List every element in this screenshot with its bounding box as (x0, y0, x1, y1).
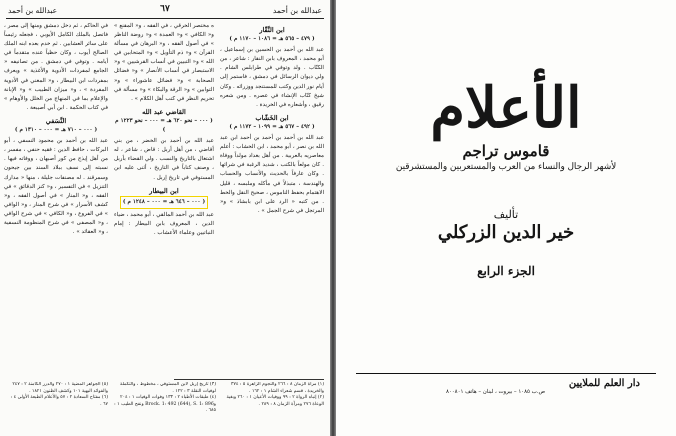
footnote: (١) مرآة الزمان ٨ : ٢٦٦ والنجوم الزاهرة ٥ : ٣٧٤ والخريدة ، قسم شعراء الشام ١ : ١٦٢ . (231, 382, 324, 394)
entry-heading: النَّسَفي (45, 116, 67, 125)
header-title-left: عبدالله بن أحمد (8, 6, 58, 15)
highlighted-dates: ( ٠٠٠ – ٦٤٦ هـ = ٠٠٠ – ١٢٤٨ م ) (120, 196, 208, 209)
entry-paragraph: ه مختصر الخرقي ، في الفقه ، و« المقنع » و« الكافي » و« العمدة » و« روضة الناظر » في أصول الفقه ، و« البرهان في مسألة القرآن » و« ذم التأويل » و« المتحابين في الله » و« التبيين في أنساب القرشيين » و« الاستبصار في أنساب الأنصار » و« فضائل الصحابة » و« فضائل عاشوراء » و« التوابين » و« الرقة والبكاء » و« مسألة في تحريم النظر في كتب أهل الكلام » . (114, 23, 214, 102)
publisher-name: دار العلم للملايين (568, 378, 640, 389)
book-subtitle: قاموس تراجم (462, 142, 550, 160)
footnote: (٤) طبقات الأطباء ٢ : ١٣٣ وفوات الوفيات ١ : ٢٠٤ وBrock. 1: 492 (644), S. 1: 896 ونفح الطيب ١ : ٦٨٥ . (114, 395, 216, 414)
entry-paragraph: عبد الله بن أحمد بن أحمد بن أحمد ابن عبد الله بن نصر ، أبو محمد ، ابن الخشاب : أعلم معاصريه بالعربية . من أهل بغداد مولداً ووفاة . كان مولعاً بالكتب ، شديد الرغبة في شرائها . وكان عارفاً بالحديث والأنساب والحساب والهندسة ، متبذلاً في مأكله وملبسه ، قليل الاهتمام بحفظ الناموس ، صحيح النقل والخط . من كتبه « الرد على ابن بابشاذ » و« المرتجل في شرح الجمل » . (220, 135, 324, 214)
footnote: (٢) إنباه الرواة ٢ : ٩٩ ووفيات الأعيان ١ : ٢٦٠ وبغية الوعاة ٢٧٦ ومرآة الزمان ٨ : ٢٨٩ . (226, 395, 324, 407)
book-description: لأشهر الرجال والنساء من العرب والمستعربين والمستشرقين (395, 162, 617, 172)
footnote: (٦) مفتاح السعادة ٢ : ٥٧ والأعلام الطبعة الأولى ٤ : ٦٧ . (10, 395, 108, 407)
publisher-address: ص.ب ١٠٨٥ – بيروت ، لبنان – هاتف ٨٠٠٨٠١ (446, 389, 545, 395)
entry-dates: ( ٠٠٠ – ٧١٠ هـ = ٠٠٠ – ١٣١٠ م ) (14, 127, 98, 134)
author-label: تأليف (493, 208, 519, 221)
footnote-rule (174, 379, 324, 380)
footnote: (٣) تاريخ إربل لابن المستوفي ، مخطوط ، والتكملة لوفيات النقلة ٣ : ١٢٢ . (120, 382, 216, 394)
entry-dates: ( ٠٠٠ – نحو ٦٢٠ هـ = ٠٠٠ – نحو ١٢٢٣ م ) (115, 117, 213, 134)
entry-paragraph: عبد الله بن أحمد بن محمود النسفي ، أبو البركات ، حافظ الدين : فقيه حنفي ، مفسر ، من أهل إيذج من كور أصبهان ، ووفاته فيها . نسبته إلى نسف ببلاد السند بين جيحون وسمرقند . له مصنفات جليلة ، منها « مدارك التنزيل » في التفسير ، و« كنز الدقائق » في الفقه ، و« المنار » في أصول الفقه ، و« كشف الأسرار » في شرح المنار ، و« الوافي » في الفروع ، و« الكافي » في شرح الوافي ، و« المصفى » في شرح المنظومة النسفية ، و« العقائد » . (4, 138, 108, 236)
page-number: ٦٧ (160, 4, 170, 14)
volume-label: الجزء الرابع (477, 264, 535, 278)
entry-heading: ابن النَّقّار (259, 26, 285, 34)
text-column-1 (220, 22, 324, 374)
header-rule (6, 18, 324, 19)
entry-heading: القاضي عبد الله (142, 107, 186, 116)
author-name: خير الدين الزركلي (437, 222, 575, 243)
text-column-2 (114, 22, 214, 374)
entry-paragraph: عبد الله بن أحمد بن الحسين بن إسماعيل ، أبو محمد ، المعروف بابن النقار : شاعر ، من الكتّاب . ولد وتوفي في طرابلس الشام . ولي ديوان الرسائل في دمشق ، فاستمر إلى أيام نور الدين وكتب للمستنجد ووزرائه . وكان شيخ كتّاب الإنشاء في عصره . ومن شعره رقيق ، وأشعاره في الخريدة . (220, 47, 324, 108)
entry-paragraph: عبد الله بن أحمد بن الخضر ، من بني أقاضي ، من أهل أربل : قاض ، شاعر ، له اشتغال بالتاريخ والنسب . ولي القضاء بأربل ، وصنف كتاباً في التاريخ ، أثنى عليه ابن المستوفي في تاريخ إربل . (114, 138, 214, 181)
entry-dates: ( ٤٩٢ – ٥٦٧ هـ = ١٠٩٩ – ١١٧٢ م ) (229, 123, 315, 130)
title-page (336, 0, 676, 436)
header-title-right: عبدالله بن أحمد (272, 6, 322, 15)
entry-paragraph: في الحاكم ، ثم دخل دمشق ومنها إلى مصر ، فاتصل بالملك الكامل الأيوبي ، فجعله رئيساً على سائر العشابين . ثم خدم بعده ابنه الملك الصالح أيوب ، وكان حظياً عنده متقدماً في أيامه . وتوفي في دمشق . من تصانيفه « الجامع لمفردات الأدوية والأغذية » ويعرف بمفردات ابن البيطار ، و« المغني في الأدوية المفردة » ، و« ميزان الطبيب » و« الإبانة والإعلام بما في المنهاج من الخلل والأوهام » في كتاب الحكمة . ابن أبي أصيبعة . (4, 23, 108, 111)
footnote: (٥) الجواهر المضية ١ : ٢٧٠ والدرر الكامنة ٢ : ٢٤٧ والفوائد البهية ١٠١ وكشف الظنون ١٨٢١ . (12, 382, 108, 394)
left-page (0, 0, 330, 436)
entry-heading: ابن الخَشّاب (255, 113, 289, 122)
entry-heading: ابن البيطار (149, 186, 179, 195)
footnotes (6, 382, 324, 432)
entry-dates: ( ٤٧٩ – ٥٦٥ هـ = ١٠٨٦ – ١١٧٠ م ) (229, 36, 315, 43)
running-header (8, 4, 322, 18)
entry-dates (114, 196, 214, 209)
entry-paragraph: عبد الله بن أحمد المالقي ، أبو محمد ، ضياء الدين ، المعروف بابن البيطار : إمام النباتيين وعلماء الأعشاب . (114, 211, 214, 236)
book-title: الأعلام (430, 75, 582, 141)
publisher-rule (356, 373, 656, 374)
text-column-3 (4, 22, 108, 374)
